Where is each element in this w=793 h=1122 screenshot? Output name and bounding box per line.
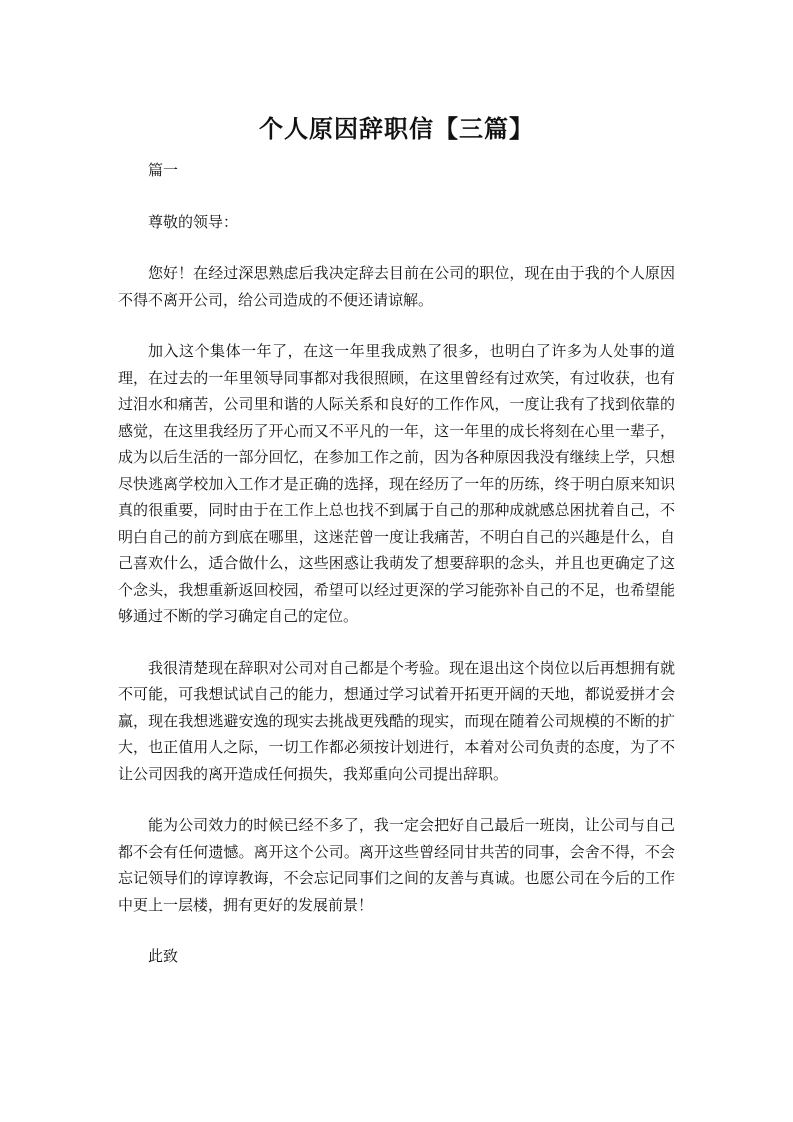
salutation: 尊敬的领导：	[148, 212, 239, 231]
document-body	[118, 157, 675, 995]
body-paragraph: 您好！在经过深思熟虑后我决定辞去目前在公司的职位，现在由于我的个人原因不得不离开公司，给公司造成的不便还请谅解。	[118, 264, 675, 309]
section-heading: 篇一	[148, 161, 179, 179]
body-paragraph: 能为公司效力的时候已经不多了，我一定会把好自己最后一班岗，让公司与自己都不会有任何遗憾。离开这个公司。离开这些曾经同甘共苦的同事，会舍不得，不会忘记领导们的谆谆教诲，不会忘记同事们之间的友善与真诚。也愿公司在今后的工作中更上一层楼，拥有更好的发展前景！	[118, 816, 675, 914]
body-paragraph: 加入这个集体一年了，在这一年里我成熟了很多，也明白了许多为人处事的道理，在过去的一年里领导同事都对我很照顾，在这里曾经有过欢笑，有过收获，也有过泪水和痛苦，公司里和谐的人际关系和良好的工作作风，一度让我有了找到依靠的感觉，在这里我经历了开心而又不平凡的一年，这一年里的成长将刻在心里一辈子，成为以后生活的一部分回忆，在参加工作之前，因为各种原因我没有继续上学，只想尽快逃离学校加入工作才是正确的选择，现在经历了一年的历练，终于明白原来知识真的很重要，同时由于在工作上总也找不到属于自己的那种成就感总困扰着自己，不明白自己的前方到底在哪里，这迷茫曾一度让我痛苦，不明白自己的兴趣是什么，自己喜欢什么，适合做什么，这些困惑让我萌发了想要辞职的念头，并且也更确定了这个念头，我想重新返回校园，希望可以经过更深的学习能弥补自己的不足，也希望能够通过不断的学习确定自己的定位。	[118, 342, 675, 625]
body-paragraph: 我很清楚现在辞职对公司对自己都是个考验。现在退出这个岗位以后再想拥有就不可能，可我想试试自己的能力，想通过学习试着开拓更开阔的天地，都说爱拼才会赢，现在我想逃避安逸的现实去挑战更残酷的现实，而现在随着公司规模的不断的扩大，也正值用人之际，一切工作都必须按计划进行，本着对公司负责的态度，为了不让公司因我的离开造成任何损失，我郑重向公司提出辞职。	[118, 658, 675, 783]
closing-line: 此致	[148, 947, 179, 965]
document-title: 个人原因辞职信【三篇】	[259, 115, 534, 143]
